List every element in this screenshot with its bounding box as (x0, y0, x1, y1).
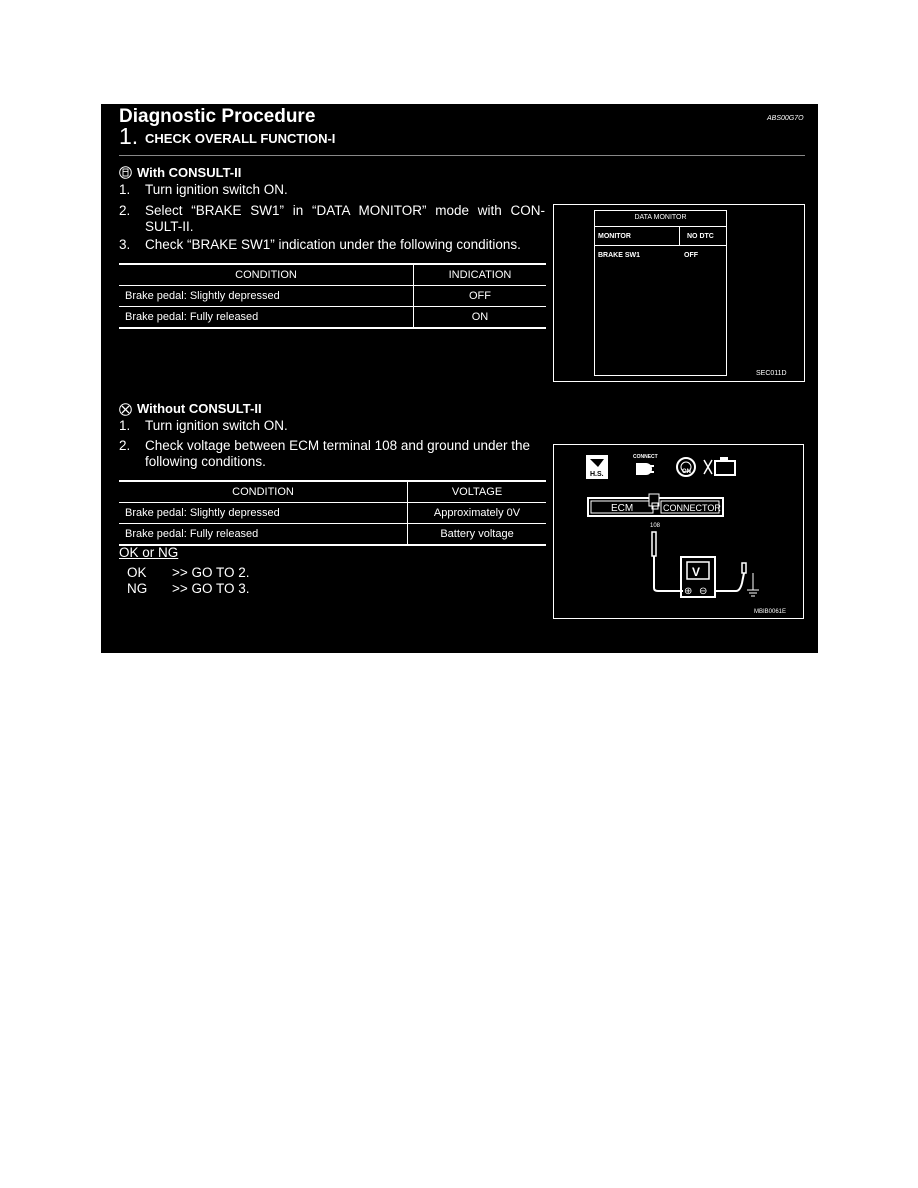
engine-icon (704, 457, 735, 475)
terminal-label: 108 (650, 523, 661, 529)
connector-label: CONNECTOR (663, 503, 721, 513)
with-step-3-text: Check “BRAKE SW1” indication under the following conditions. (145, 237, 521, 252)
result-ng-status: NG (127, 581, 148, 596)
reference-code: ABS00G7O (767, 115, 804, 122)
without-consult-heading: Without CONSULT-II (137, 401, 262, 416)
connect-icon (633, 454, 658, 475)
result-ng-action: >> GO TO 3. (172, 581, 250, 596)
table-row (119, 307, 546, 329)
without-step-2-text-cont: following conditions. (145, 454, 266, 469)
procedure-panel (101, 104, 818, 653)
indication-table (119, 263, 546, 329)
voltmeter-minus: ⊖ (699, 586, 708, 597)
no-consult-icon (119, 403, 132, 416)
with-step-2-text-cont: SULT-II. (145, 219, 194, 234)
data-monitor-figure (553, 204, 805, 382)
step-number: 1. (119, 123, 139, 149)
table-cell: Brake pedal: Fully released (119, 307, 414, 329)
voltage-check-figure (553, 444, 804, 619)
monitor-divider (595, 226, 726, 227)
ecm-connector (588, 494, 723, 516)
column-header-condition: CONDITION (119, 264, 414, 286)
ecm-label: ECM (611, 503, 634, 514)
voltmeter-plus: ⊕ (684, 586, 693, 597)
without-step-1-number: 1. (119, 418, 131, 433)
result-ok-status: OK (127, 565, 147, 580)
without-step-2-number: 2. (119, 438, 131, 453)
table-cell: Brake pedal: Slightly depressed (119, 286, 414, 307)
voltage-check-diagram (554, 445, 803, 618)
ignition-on-icon (677, 458, 695, 476)
with-step-1-text: Turn ignition switch ON. (145, 182, 288, 197)
result-heading: OK or NG (119, 545, 179, 560)
with-step-2-text: Select “BRAKE SW1” in “DATA MONITOR” mode with CON- (145, 203, 545, 218)
step-title: CHECK OVERALL FUNCTION-I (145, 131, 336, 146)
voltage-table (119, 480, 546, 546)
ignition-on-label: ON (682, 469, 691, 475)
figure-code: SEC011D (756, 370, 787, 377)
connect-label: CONNECT (633, 454, 658, 460)
ground-symbol-icon (747, 573, 759, 596)
column-header-condition: CONDITION (119, 481, 408, 503)
page-title: Diagnostic Procedure (119, 106, 316, 127)
consult-tool-icon (119, 166, 132, 179)
table-header-row (119, 264, 546, 286)
probe-wire (654, 556, 683, 591)
column-header-indication: INDICATION (414, 264, 547, 286)
ground-wire (715, 573, 744, 591)
monitor-item-name: BRAKE SW1 (598, 252, 641, 259)
header-divider (119, 155, 805, 156)
monitor-status-label: NO DTC (687, 233, 714, 240)
ground-probe (742, 563, 746, 573)
table-row (119, 286, 546, 307)
result-ok-action: >> GO TO 2. (172, 565, 250, 580)
table-row (119, 524, 546, 546)
table-cell: Brake pedal: Fully released (119, 524, 408, 546)
column-header-voltage: VOLTAGE (408, 481, 547, 503)
table-cell: ON (414, 307, 547, 329)
monitor-screen (594, 210, 727, 376)
with-step-3-number: 3. (119, 237, 131, 252)
hs-label: H.S. (590, 471, 604, 478)
without-step-1-text: Turn ignition switch ON. (145, 418, 288, 433)
monitor-column-divider (679, 226, 680, 245)
table-header-row (119, 481, 546, 503)
table-cell: Brake pedal: Slightly depressed (119, 503, 408, 524)
monitor-title: DATA MONITOR (634, 214, 687, 221)
test-probe (652, 532, 656, 556)
table-cell: Battery voltage (408, 524, 547, 546)
with-step-2-number: 2. (119, 203, 131, 218)
table-cell: OFF (414, 286, 547, 307)
with-consult-heading: With CONSULT-II (137, 165, 242, 180)
figure-code: MBIB0061E (754, 609, 787, 615)
table-cell: Approximately 0V (408, 503, 547, 524)
with-step-1-number: 1. (119, 182, 131, 197)
monitor-divider (595, 245, 726, 246)
hs-icon (586, 455, 608, 479)
without-step-2-text: Check voltage between ECM terminal 108 and ground under the (145, 438, 530, 453)
monitor-column-label: MONITOR (598, 233, 631, 240)
table-row (119, 503, 546, 524)
voltmeter-icon (681, 557, 715, 597)
voltmeter-label: V (692, 565, 701, 579)
monitor-item-value: OFF (684, 252, 698, 259)
